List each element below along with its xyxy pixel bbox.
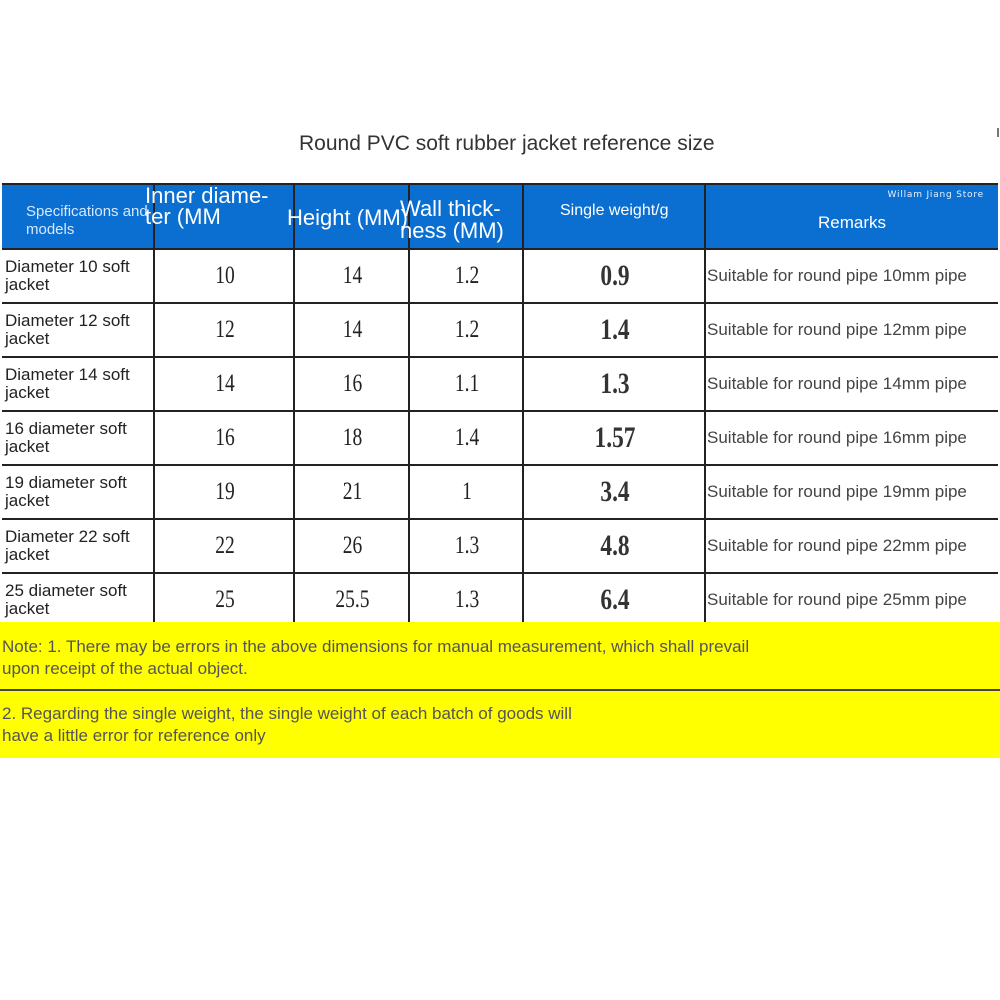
cell-inner-diameter: 14 [215,370,235,397]
notes-panel [0,622,1000,758]
note-divider [0,689,1000,691]
column-separator [704,250,706,302]
column-separator [408,466,410,518]
edge-mark [997,128,999,137]
column-separator [522,358,524,410]
page-title: Round PVC soft rubber jacket reference size [299,132,715,155]
cell-height: 14 [342,316,363,343]
cell-inner-diameter: 19 [215,478,235,505]
cell-remark: Suitable for round pipe 19mm pipe [707,482,967,501]
cell-spec: 16 diameter soft jacket [2,412,155,464]
column-separator [153,466,155,518]
cell-height: 26 [342,532,363,559]
header-height [287,185,410,248]
table-row [2,304,998,358]
column-separator [704,574,706,626]
column-separator [704,358,706,410]
cell-spec: 25 diameter soft jacket [2,574,155,626]
cell-remark: Suitable for round pipe 10mm pipe [707,266,967,285]
cell-height: 18 [342,424,363,451]
cell-height: 25.5 [335,586,370,613]
table-row [2,358,998,412]
cell-inner-diameter: 12 [215,316,235,343]
header-single-weight [524,185,706,248]
header-weight-label: Single weight/g [560,202,669,219]
table-header [2,185,998,250]
column-separator [522,250,524,302]
cell-single-weight: 0.9 [600,259,630,292]
header-inner-diameter [145,183,295,248]
column-separator [293,520,295,572]
column-separator [522,520,524,572]
header-inner-label: Inner diame- ter (MM [145,183,269,229]
column-separator [153,520,155,572]
store-watermark: Willam Jiang Store [887,190,984,200]
cell-remark: Suitable for round pipe 16mm pipe [707,428,967,447]
header-remarks-label: Remarks [817,213,886,232]
cell-wall-thickness: 1.3 [454,586,480,613]
table-row [2,250,998,304]
cell-inner-diameter: 22 [215,532,235,559]
cell-inner-diameter: 16 [215,424,235,451]
size-table [2,183,998,628]
column-separator [153,304,155,356]
cell-height: 21 [342,478,363,505]
column-separator [293,574,295,626]
column-separator [293,250,295,302]
cell-inner-diameter: 25 [215,586,235,613]
table-row [2,574,998,628]
column-separator [293,412,295,464]
column-separator [153,358,155,410]
column-separator [153,574,155,626]
column-separator [522,304,524,356]
column-separator [408,250,410,302]
column-separator [704,412,706,464]
header-wall-label: Wall thick- ness (MM) [400,196,504,243]
column-separator [704,304,706,356]
column-separator [408,574,410,626]
cell-single-weight: 4.8 [600,529,630,562]
cell-wall-thickness: 1.2 [454,262,480,289]
column-separator [408,412,410,464]
column-separator [293,358,295,410]
note-1: Note: 1. There may be errors in the above dimensions for manual measurement, which shall prevail upon receipt of the actual object. [2,637,750,678]
header-wall-thickness [400,185,524,248]
cell-wall-thickness: 1 [462,478,472,505]
column-separator [293,466,295,518]
cell-single-weight: 1.3 [600,367,630,400]
table-row [2,466,998,520]
cell-wall-thickness: 1.2 [454,316,480,343]
cell-remark: Suitable for round pipe 14mm pipe [707,374,967,393]
cell-single-weight: 3.4 [600,475,630,508]
column-separator [408,520,410,572]
cell-remark: Suitable for round pipe 12mm pipe [707,320,967,339]
cell-remark: Suitable for round pipe 22mm pipe [707,536,967,555]
table-body [2,250,998,628]
header-spec [2,185,155,248]
column-separator [153,250,155,302]
cell-single-weight: 6.4 [600,583,630,616]
column-separator [293,304,295,356]
cell-single-weight: 1.57 [594,421,636,454]
column-separator [704,466,706,518]
cell-wall-thickness: 1.1 [454,370,480,397]
cell-height: 14 [342,262,363,289]
cell-spec: Diameter 14 soft jacket [2,358,155,410]
column-separator [522,412,524,464]
header-spec-label: Specifications and models [26,203,148,238]
cell-wall-thickness: 1.3 [454,532,480,559]
column-separator [408,358,410,410]
cell-spec: 19 diameter soft jacket [2,466,155,518]
column-separator [704,520,706,572]
cell-spec: Diameter 22 soft jacket [2,520,155,572]
column-separator [522,466,524,518]
cell-spec: Diameter 10 soft jacket [2,250,155,302]
column-separator [408,304,410,356]
cell-single-weight: 1.4 [600,313,630,346]
cell-height: 16 [342,370,363,397]
cell-spec: Diameter 12 soft jacket [2,304,155,356]
table-row [2,520,998,574]
column-separator [522,574,524,626]
column-separator [153,412,155,464]
header-height-label: Height (MM) [287,205,409,230]
cell-inner-diameter: 10 [215,262,235,289]
note-2: 2. Regarding the single weight, the single weight of each batch of goods will have a little error for reference only [2,704,572,745]
cell-remark: Suitable for round pipe 25mm pipe [707,590,967,609]
cell-wall-thickness: 1.4 [454,424,480,451]
table-row [2,412,998,466]
